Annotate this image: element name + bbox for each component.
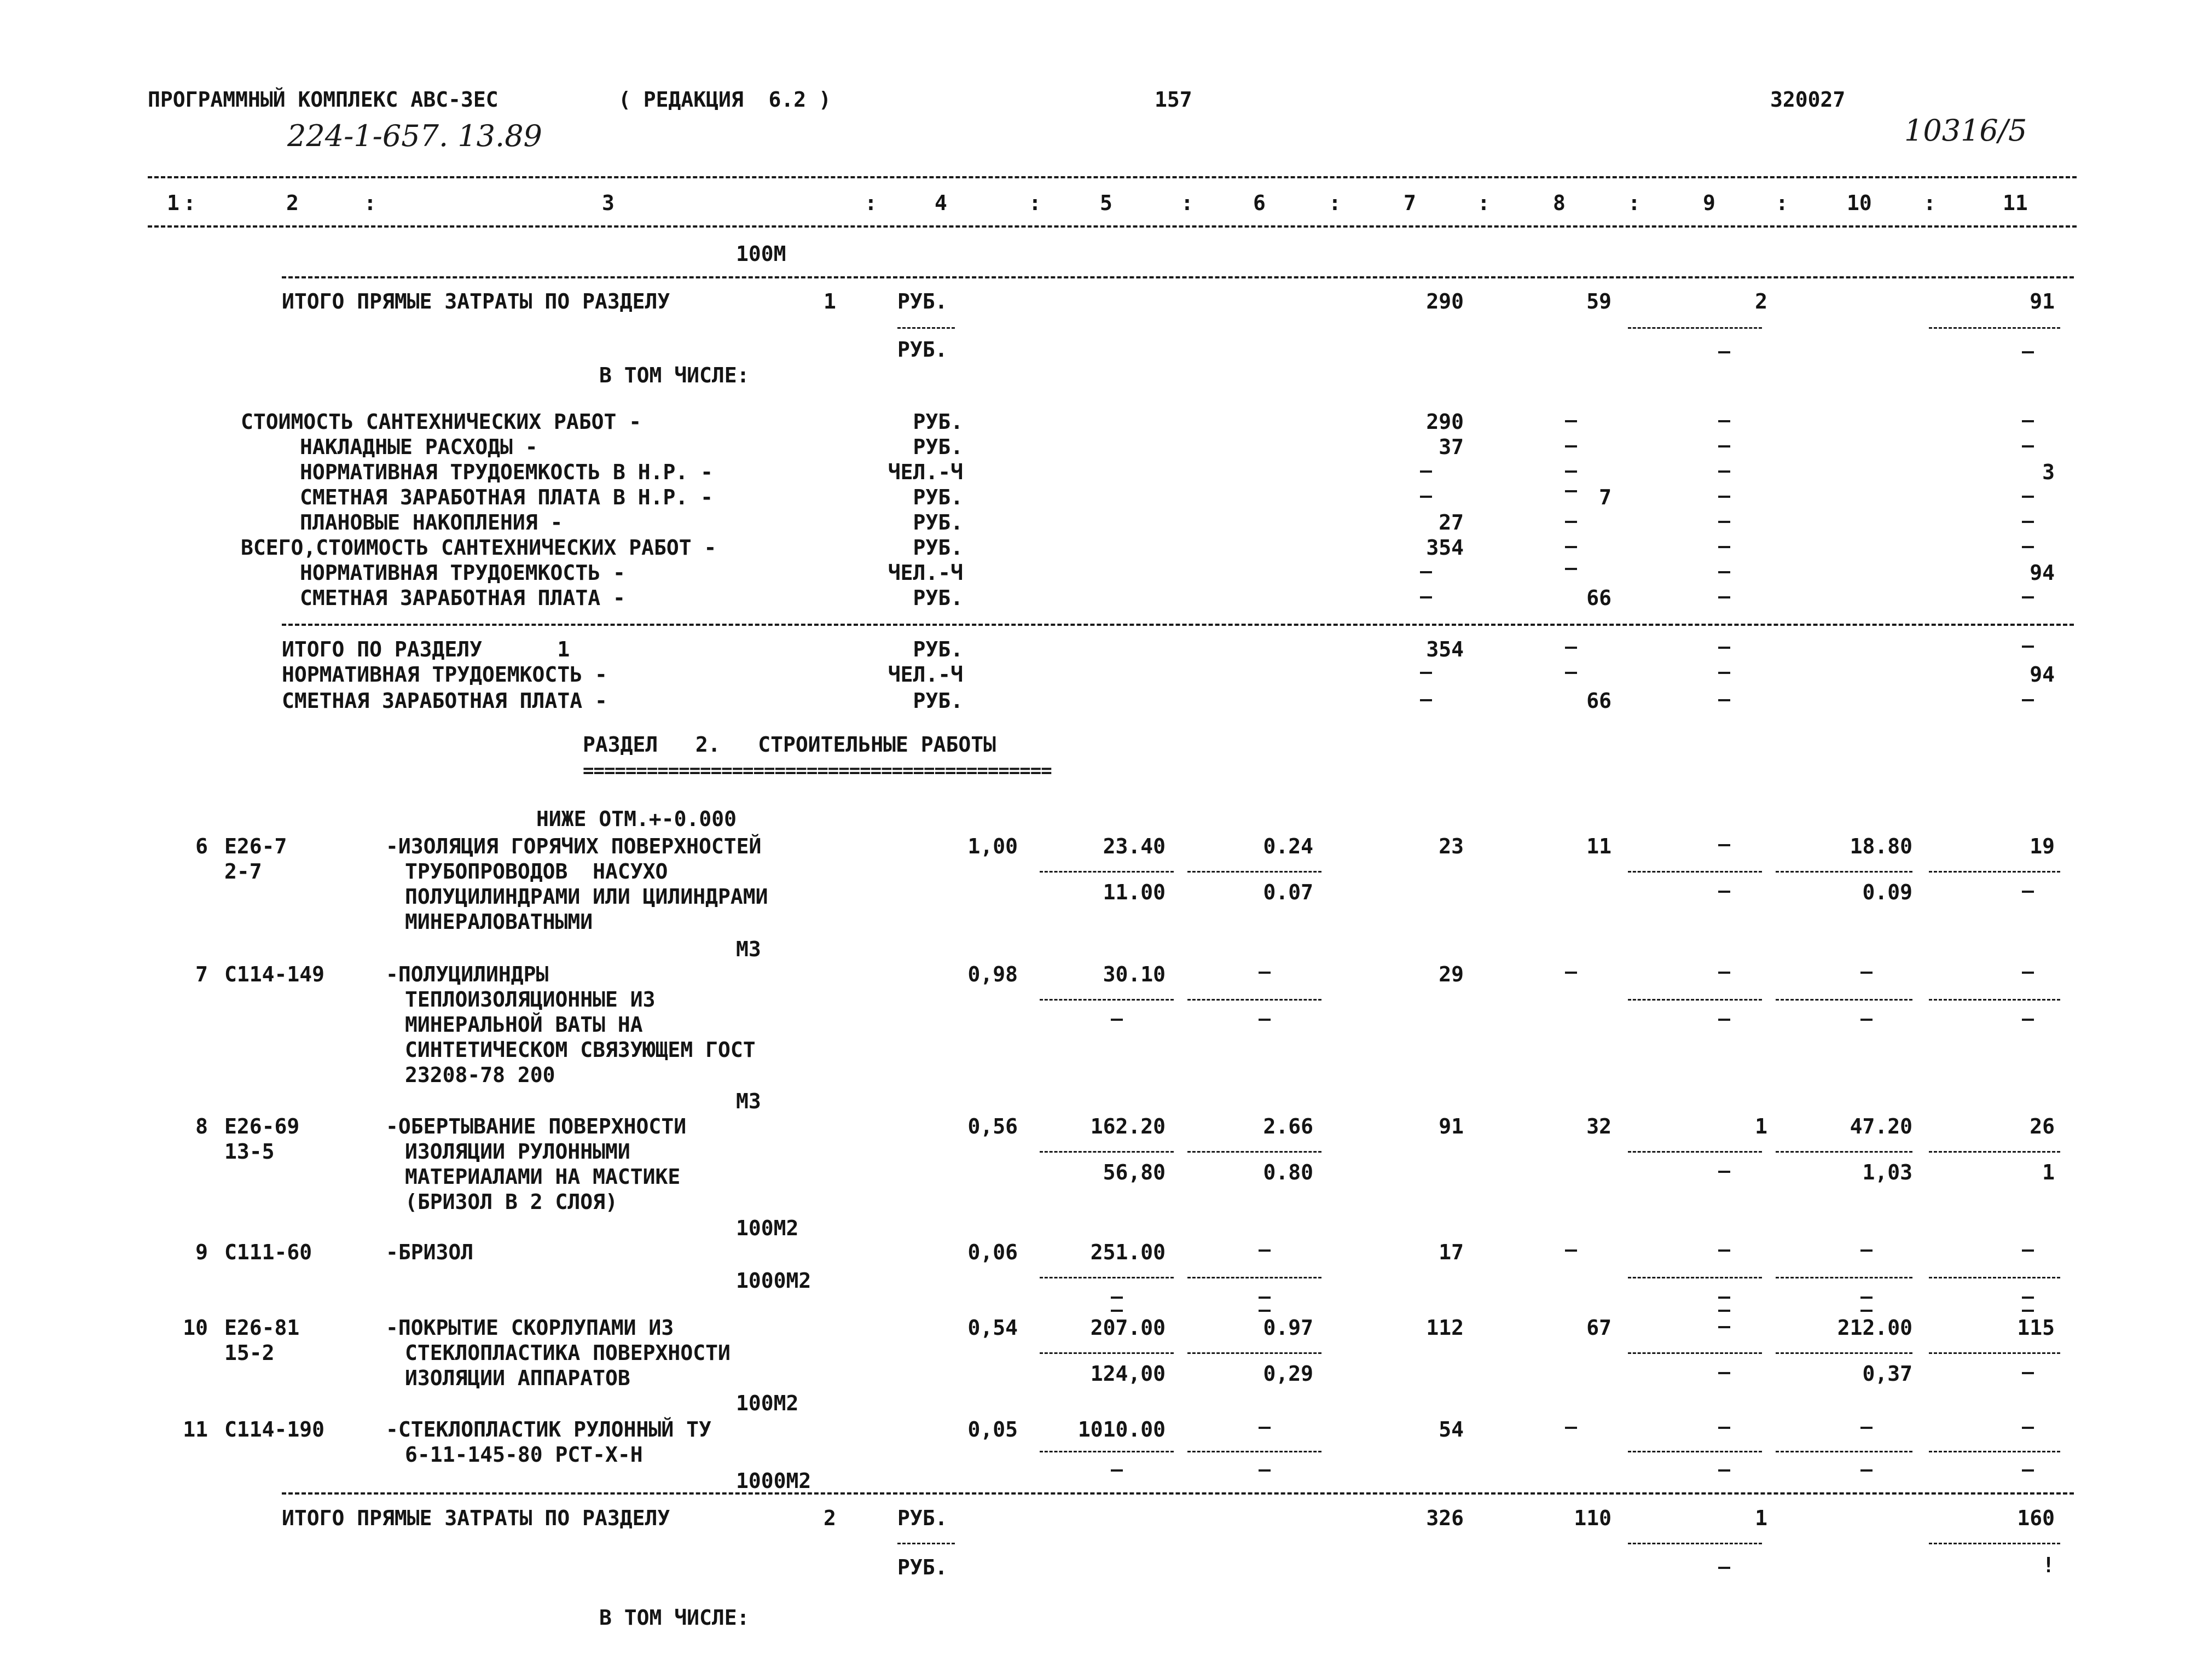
price-code: С114-149 <box>224 962 325 986</box>
work-description: ИЗОЛЯЦИИ АППАРАТОВ <box>405 1366 630 1390</box>
col11-value: 1 <box>2042 1160 2055 1184</box>
unit-price-wages: 11.00 <box>1103 880 1166 904</box>
labor-intensity-label: НОРМАТИВНАЯ ТРУДОЕМКОСТЬ - <box>282 662 607 687</box>
section-rule <box>282 1492 2074 1495</box>
row-number: 10 <box>183 1316 208 1340</box>
work-description: МИНЕРАЛЬНОЙ ВАТЫ НА <box>405 1013 643 1037</box>
col7-value: 91 <box>1439 1114 1464 1138</box>
col7-value: 290 <box>1426 289 1464 313</box>
quantity: 0,54 <box>967 1316 1018 1340</box>
row-number: 7 <box>195 962 208 986</box>
document-code: 320027 <box>1770 88 1846 112</box>
col11-value: 160 <box>2017 1506 2055 1530</box>
work-description: ИЗОЛЯЦИИ РУЛОННЫМИ <box>405 1140 630 1164</box>
col11-value: 115 <box>2017 1316 2055 1340</box>
unit-rub: РУБ. <box>897 1555 948 1579</box>
measure-unit: 1000М2 <box>736 1469 811 1493</box>
work-description: -БРИЗОЛ <box>386 1240 474 1264</box>
col11-value: ! <box>2042 1553 2055 1577</box>
breakdown-label: НОРМАТИВНАЯ ТРУДОЕМКОСТЬ В Н.Р. - <box>300 460 713 484</box>
header-rule-bottom <box>148 225 2077 228</box>
col9-value: 1 <box>1755 1114 1767 1138</box>
breakdown-unit: РУБ. <box>913 410 963 434</box>
breakdown-unit: ЧЕЛ.-Ч <box>888 460 963 484</box>
price-code: Е26-7 <box>224 834 287 858</box>
breakdown-col7: 37 <box>1439 435 1464 459</box>
breakdown-label: ВСЕГО,СТОИМОСТЬ САНТЕХНИЧЕСКИХ РАБОТ - <box>241 536 717 560</box>
price-code: Е26-69 <box>224 1114 300 1138</box>
breakdown-label: СМЕТНАЯ ЗАРАБОТНАЯ ПЛАТА В Н.Р. - <box>300 485 713 509</box>
unit-price: 30.10 <box>1103 962 1166 986</box>
measure-unit: 1000М2 <box>736 1269 811 1293</box>
row-number: 9 <box>195 1240 208 1264</box>
row-number: 11 <box>183 1417 208 1441</box>
price-code: С111-60 <box>224 1240 312 1264</box>
measure-unit: 100М2 <box>736 1216 799 1240</box>
col9-value: 2 <box>1755 289 1767 313</box>
machine-price: 0.24 <box>1263 834 1313 858</box>
section-title: РАЗДЕЛ 2. СТРОИТЕЛЬНЫЕ РАБОТЫ <box>583 733 996 757</box>
column-header: 5 <box>1100 191 1112 215</box>
handwritten-doc-ref: 224-1-657. 13.89 <box>287 119 542 153</box>
work-description: ТЕПЛОИЗОЛЯЦИОННЫЕ ИЗ <box>405 987 656 1012</box>
unit-rub: РУБ. <box>897 289 948 313</box>
unit-price-wages: 124,00 <box>1090 1362 1166 1386</box>
column-header: 11 <box>2003 191 2028 215</box>
col7-value: 326 <box>1426 1506 1464 1530</box>
col7-value: 54 <box>1439 1417 1464 1441</box>
work-description: МАТЕРИАЛАМИ НА МАСТИКЕ <box>405 1165 681 1189</box>
column-header: 2 <box>286 191 299 215</box>
col10-value: 18.80 <box>1850 834 1912 858</box>
quantity: 1,00 <box>967 834 1018 858</box>
col10-value: 0.09 <box>1862 880 1912 904</box>
section-rule <box>282 276 2074 278</box>
price-code-sub: 13-5 <box>224 1140 275 1164</box>
row-number: 6 <box>195 834 208 858</box>
breakdown-label: СТОИМОСТЬ САНТЕХНИЧЕСКИХ РАБОТ - <box>241 410 642 434</box>
col8-value: 67 <box>1586 1316 1611 1340</box>
col11-value: 94 <box>2030 662 2055 687</box>
work-description: -ОБЕРТЫВАНИЕ ПОВЕРХНОСТИ <box>386 1114 687 1138</box>
work-description: -СТЕКЛОПЛАСТИК РУЛОННЫЙ ТУ <box>386 1417 711 1441</box>
col7-value: 112 <box>1426 1316 1464 1340</box>
unit-rub: РУБ. <box>897 1506 948 1530</box>
unit-price: 1010.00 <box>1077 1417 1166 1441</box>
unit-price: 23.40 <box>1103 834 1166 858</box>
machine-price-wages: 0,29 <box>1263 1362 1313 1386</box>
including-label: В ТОМ ЧИСЛЕ: <box>599 363 750 387</box>
work-description: -ПОЛУЦИЛИНДРЫ <box>386 962 549 986</box>
col8-value: 32 <box>1586 1114 1611 1138</box>
col8-value: 110 <box>1574 1506 1611 1530</box>
section-subtitle: НИЖЕ ОТМ.+-0.000 <box>536 807 737 831</box>
price-code: Е26-81 <box>224 1316 300 1340</box>
col10-value: 0,37 <box>1862 1362 1912 1386</box>
wages-label: СМЕТНАЯ ЗАРАБОТНАЯ ПЛАТА - <box>282 689 607 713</box>
col10-value: 1,03 <box>1862 1160 1912 1184</box>
handwritten-sheet-ref: 10316/5 <box>1904 113 2027 148</box>
breakdown-unit: РУБ. <box>913 435 963 459</box>
total-direct-costs-label: ИТОГО ПРЯМЫЕ ЗАТРАТЫ ПО РАЗДЕЛУ <box>282 289 670 313</box>
work-description: ТРУБОПРОВОДОВ НАСУХО <box>405 859 668 883</box>
machine-price-wages: 0.80 <box>1263 1160 1313 1184</box>
col11-value: 91 <box>2030 289 2055 313</box>
breakdown-label: СМЕТНАЯ ЗАРАБОТНАЯ ПЛАТА - <box>300 586 625 610</box>
unit-price: 207.00 <box>1090 1316 1166 1340</box>
col10-value: 47.20 <box>1850 1114 1912 1138</box>
page-number: 157 <box>1155 88 1192 112</box>
breakdown-label: ПЛАНОВЫЕ НАКОПЛЕНИЯ - <box>300 510 563 534</box>
column-header: 6 <box>1253 191 1266 215</box>
total-direct-costs-label: ИТОГО ПРЯМЫЕ ЗАТРАТЫ ПО РАЗДЕЛУ <box>282 1506 670 1530</box>
program-edition: ( РЕДАКЦИЯ 6.2 ) <box>618 88 831 112</box>
col8-value: 11 <box>1586 834 1611 858</box>
breakdown-col8: 7 <box>1599 485 1611 509</box>
price-code: С114-190 <box>224 1417 325 1441</box>
breakdown-col7: 354 <box>1426 536 1464 560</box>
quantity: 0,56 <box>967 1114 1018 1138</box>
unit-price: 162.20 <box>1090 1114 1166 1138</box>
col7-value: 17 <box>1439 1240 1464 1264</box>
breakdown-unit: РУБ. <box>913 536 963 560</box>
header-rule-top <box>148 176 2077 178</box>
work-description: ПОЛУЦИЛИНДРАМИ ИЛИ ЦИЛИНДРАМИ <box>405 885 768 909</box>
breakdown-col8: 66 <box>1586 586 1611 610</box>
breakdown-col7: 290 <box>1426 410 1464 434</box>
col10-value: 212.00 <box>1837 1316 1912 1340</box>
work-description: -ПОКРЫТИЕ СКОРЛУПАМИ ИЗ <box>386 1316 674 1340</box>
measure-unit: М3 <box>736 937 761 961</box>
price-code-sub: 15-2 <box>224 1341 275 1365</box>
column-header: 7 <box>1404 191 1416 215</box>
measure-unit: 100М2 <box>736 1391 799 1415</box>
breakdown-col11: 3 <box>2042 460 2055 484</box>
column-header: 1 <box>167 191 179 215</box>
machine-price: 2.66 <box>1263 1114 1313 1138</box>
unit-rub: РУБ. <box>913 689 963 713</box>
column-header: 4 <box>935 191 947 215</box>
program-title: ПРОГРАММНЫЙ КОМПЛЕКС АВС-ЗЕС <box>148 88 498 112</box>
unit-rub: РУБ. <box>913 637 963 661</box>
col9-value: 1 <box>1755 1506 1767 1530</box>
breakdown-col11: 94 <box>2030 561 2055 585</box>
work-description: СИНТЕТИЧЕСКОМ СВЯЗУЮЩЕМ ГОСТ <box>405 1038 756 1062</box>
row-number: 8 <box>195 1114 208 1138</box>
measure-unit: М3 <box>736 1089 761 1113</box>
column-header: 3 <box>602 191 615 215</box>
work-description: -ИЗОЛЯЦИЯ ГОРЯЧИХ ПОВЕРХНОСТЕЙ <box>386 834 762 858</box>
column-header: 10 <box>1847 191 1872 215</box>
machine-price-wages: 0.07 <box>1263 880 1313 904</box>
breakdown-label: НАКЛАДНЫЕ РАСХОДЫ - <box>300 435 538 459</box>
unit-price-wages: 56,80 <box>1103 1160 1166 1184</box>
unit-rub: РУБ. <box>897 338 948 362</box>
section-title-underline: ============================================ <box>583 760 1052 782</box>
col7-value: 354 <box>1426 637 1464 661</box>
breakdown-unit: РУБ. <box>913 510 963 534</box>
col11-value: 26 <box>2030 1114 2055 1138</box>
work-description: (БРИЗОЛ В 2 СЛОЯ) <box>405 1190 618 1214</box>
work-description: 6-11-145-80 РСТ-Х-Н <box>405 1443 643 1467</box>
including-label: В ТОМ ЧИСЛЕ: <box>599 1606 750 1630</box>
unit-label: 100М <box>736 242 786 266</box>
price-code-sub: 2-7 <box>224 859 262 883</box>
unit-man-hours: ЧЕЛ.-Ч <box>888 662 963 687</box>
work-description: 23208-78 200 <box>405 1063 555 1087</box>
col7-value: 29 <box>1439 962 1464 986</box>
breakdown-label: НОРМАТИВНАЯ ТРУДОЕМКОСТЬ - <box>300 561 625 585</box>
quantity: 0,05 <box>967 1417 1018 1441</box>
section-rule <box>282 624 2074 626</box>
col8-value: 59 <box>1586 289 1611 313</box>
unit-price: 251.00 <box>1090 1240 1166 1264</box>
col8-value: 66 <box>1586 689 1611 713</box>
section-number: 1 <box>824 289 836 313</box>
column-header: 9 <box>1703 191 1715 215</box>
section-total-label: ИТОГО ПО РАЗДЕЛУ 1 <box>282 637 570 661</box>
quantity: 0,98 <box>967 962 1018 986</box>
machine-price: 0.97 <box>1263 1316 1313 1340</box>
quantity: 0,06 <box>967 1240 1018 1264</box>
breakdown-unit: РУБ. <box>913 485 963 509</box>
work-description: СТЕКЛОПЛАСТИКА ПОВЕРХНОСТИ <box>405 1341 731 1365</box>
breakdown-col7: 27 <box>1439 510 1464 534</box>
col11-value: 19 <box>2030 834 2055 858</box>
breakdown-unit: ЧЕЛ.-Ч <box>888 561 963 585</box>
breakdown-unit: РУБ. <box>913 586 963 610</box>
col7-value: 23 <box>1439 834 1464 858</box>
column-header: 8 <box>1553 191 1566 215</box>
work-description: МИНЕРАЛОВАТНЫМИ <box>405 910 593 934</box>
section-number: 2 <box>824 1506 836 1530</box>
